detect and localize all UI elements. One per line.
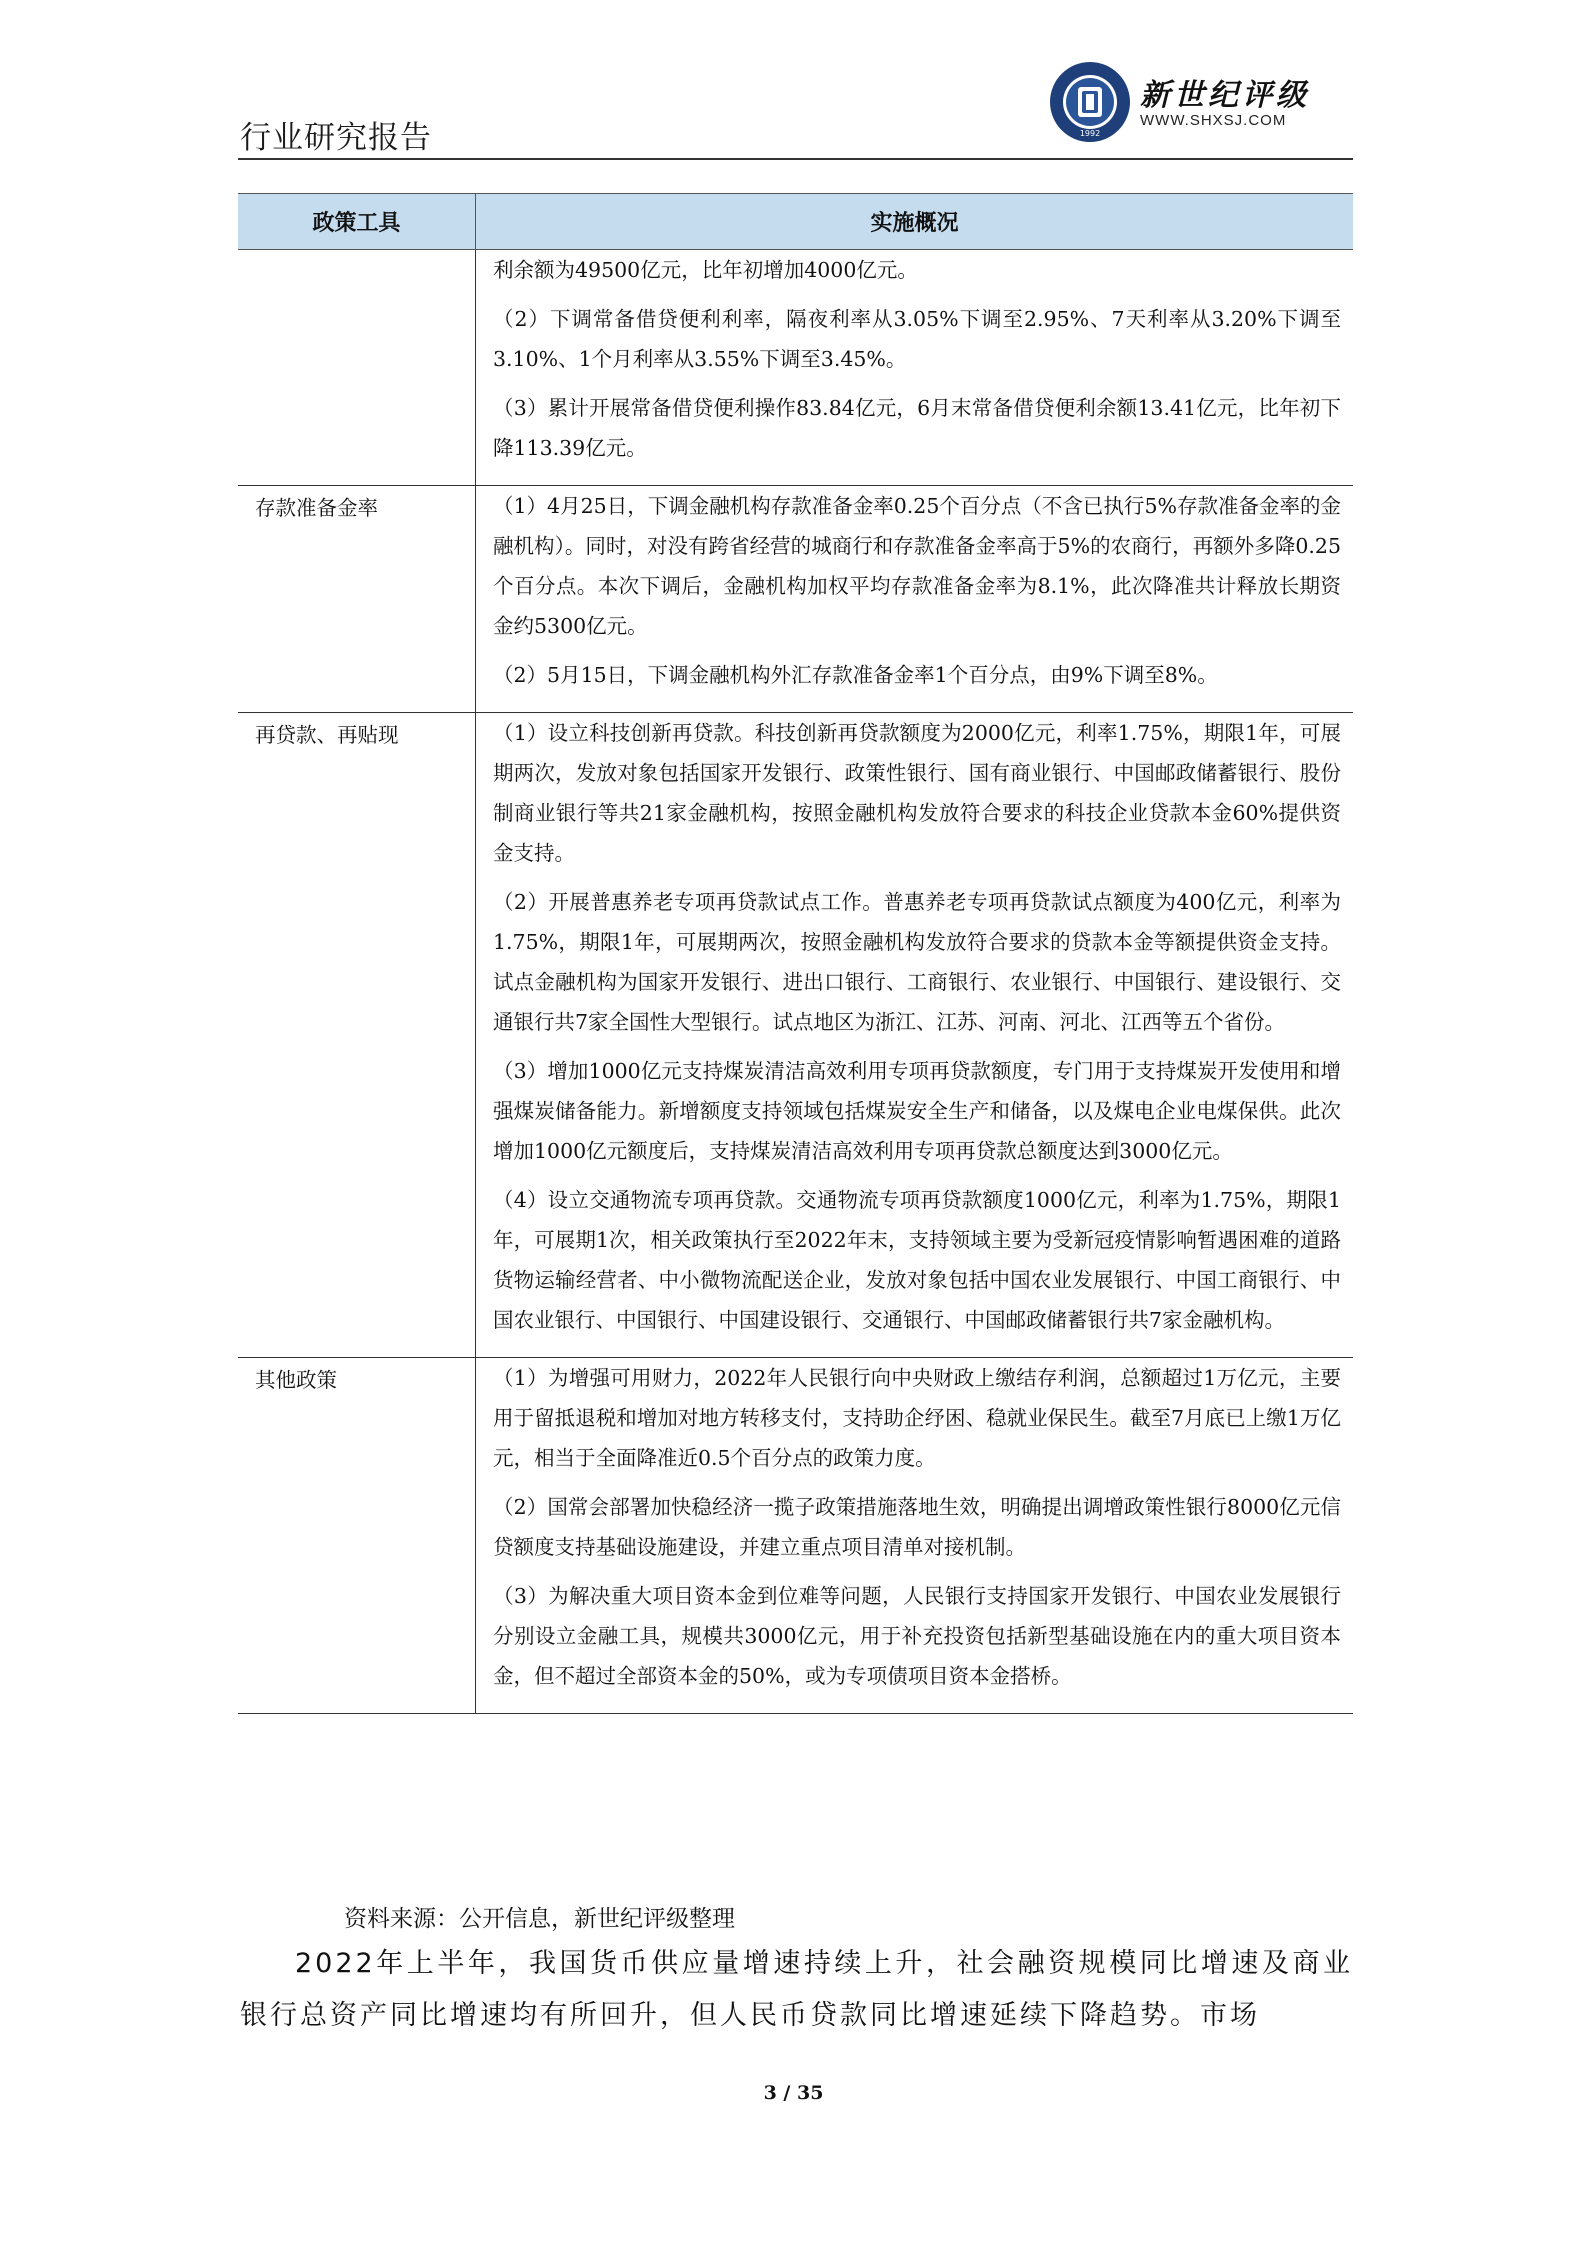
table-row — [238, 713, 1353, 1358]
table-row — [238, 250, 1353, 486]
column-header-policy-tool: 政策工具 — [238, 194, 476, 250]
policy-tools-table — [238, 193, 1353, 1714]
table-row — [238, 1358, 1353, 1714]
implementation-item: （3）累计开展常备借贷便利操作83.84亿元，6月末常备借贷便利余额13.41亿元，比年初下降113.39亿元。 — [493, 396, 1341, 460]
report-type-title: 行业研究报告 — [240, 120, 432, 156]
policy-tool-cell: 存款准备金率 — [238, 486, 476, 713]
implementation-item: （2）5月15日，下调金融机构外汇存款准备金率1个百分点，由9%下调至8%。 — [493, 663, 1218, 687]
implementation-cell — [476, 486, 1354, 713]
implementation-item: （4）设立交通物流专项再贷款。交通物流专项再贷款额度1000亿元，利率为1.75%，期限1年，可展期1次，相关政策执行至2022年末，支持领域主要为受新冠疫情影响暂遇困难的道路货物运输经营者、中小微物流配送企业，发放对象包括中国农业发展银行、中国工商银行、中国农业银行、中国银行、中国建设银行、交通银行、中国邮政储蓄银行共7家金融机构。 — [493, 1188, 1341, 1332]
implementation-item: （2）国常会部署加快稳经济一揽子政策措施落地生效，明确提出调增政策性银行8000亿元信贷额度支持基础设施建设，并建立重点项目清单对接机制。 — [493, 1495, 1341, 1559]
body-paragraph: 2022年上半年，我国货币供应量增速持续上升，社会融资规模同比增速及商业银行总资产同比增速均有所回升，但人民币贷款同比增速延续下降趋势。市场 — [240, 1948, 1353, 2031]
implementation-item: （2）下调常备借贷便利利率，隔夜利率从3.05%下调至2.95%、7天利率从3.20%下调至3.10%、1个月利率从3.55%下调至3.45%。 — [493, 307, 1341, 371]
implementation-item: （1）设立科技创新再贷款。科技创新再贷款额度为2000亿元，利率1.75%，期限1年，可展期两次，发放对象包括国家开发银行、政策性银行、国有商业银行、中国邮政储蓄银行、股份制商业银行等共21家金融机构，按照金融机构发放符合要求的科技企业贷款本金60%提供资金支持。 — [493, 721, 1341, 865]
column-header-implementation: 实施概况 — [476, 194, 1354, 250]
implementation-item: 利余额为49500亿元，比年初增加4000亿元。 — [493, 258, 918, 282]
header-divider — [238, 158, 1353, 160]
company-name: 新世纪评级 — [1140, 78, 1310, 113]
policy-tool-cell: 再贷款、再贴现 — [238, 713, 476, 1358]
logo-year: 1992 — [1079, 129, 1101, 138]
implementation-cell — [476, 250, 1354, 486]
table-row — [238, 486, 1353, 713]
policy-tool-cell: 其他政策 — [238, 1358, 476, 1714]
implementation-item: （3）增加1000亿元支持煤炭清洁高效利用专项再贷款额度，专门用于支持煤炭开发使用和增强煤炭储备能力。新增额度支持领域包括煤炭安全生产和储备，以及煤电企业电煤保供。此次增加1000亿元额度后，支持煤炭清洁高效利用专项再贷款总额度达到3000亿元。 — [493, 1059, 1341, 1163]
source-note: 资料来源：公开信息，新世纪评级整理 — [344, 1906, 735, 1932]
policy-tool-cell — [238, 250, 476, 486]
implementation-cell — [476, 1358, 1354, 1714]
company-logo — [1048, 60, 1132, 144]
implementation-cell — [476, 713, 1354, 1358]
company-website: WWW.SHXSJ.COM — [1140, 112, 1287, 129]
table-header-row — [238, 194, 1353, 250]
implementation-item: （2）开展普惠养老专项再贷款试点工作。普惠养老专项再贷款试点额度为400亿元，利率为1.75%，期限1年，可展期两次，按照金融机构发放符合要求的贷款本金等额提供资金支持。试点金融机构为国家开发银行、进出口银行、工商银行、农业银行、中国银行、建设银行、交通银行共7家全国性大型银行。试点地区为浙江、江苏、河南、河北、江西等五个省份。 — [493, 890, 1341, 1034]
implementation-item: （3）为解决重大项目资本金到位难等问题，人民银行支持国家开发银行、中国农业发展银行分别设立金融工具，规模共3000亿元，用于补充投资包括新型基础设施在内的重大项目资本金，但不超过全部资本金的50%，或为专项债项目资本金搭桥。 — [493, 1584, 1341, 1688]
page-number: 3 / 35 — [763, 2082, 824, 2104]
implementation-item: （1）为增强可用财力，2022年人民银行向中央财政上缴结存利润，总额超过1万亿元，主要用于留抵退税和增加对地方转移支付，支持助企纾困、稳就业保民生。截至7月底已上缴1万亿元，相当于全面降准近0.5个百分点的政策力度。 — [493, 1366, 1341, 1470]
implementation-item: （1）4月25日，下调金融机构存款准备金率0.25个百分点（不含已执行5%存款准备金率的金融机构）。同时，对没有跨省经营的城商行和存款准备金率高于5%的农商行，再额外多降0.25个百分点。本次下调后，金融机构加权平均存款准备金率为8.1%，此次降准共计释放长期资金约5300亿元。 — [493, 494, 1341, 638]
